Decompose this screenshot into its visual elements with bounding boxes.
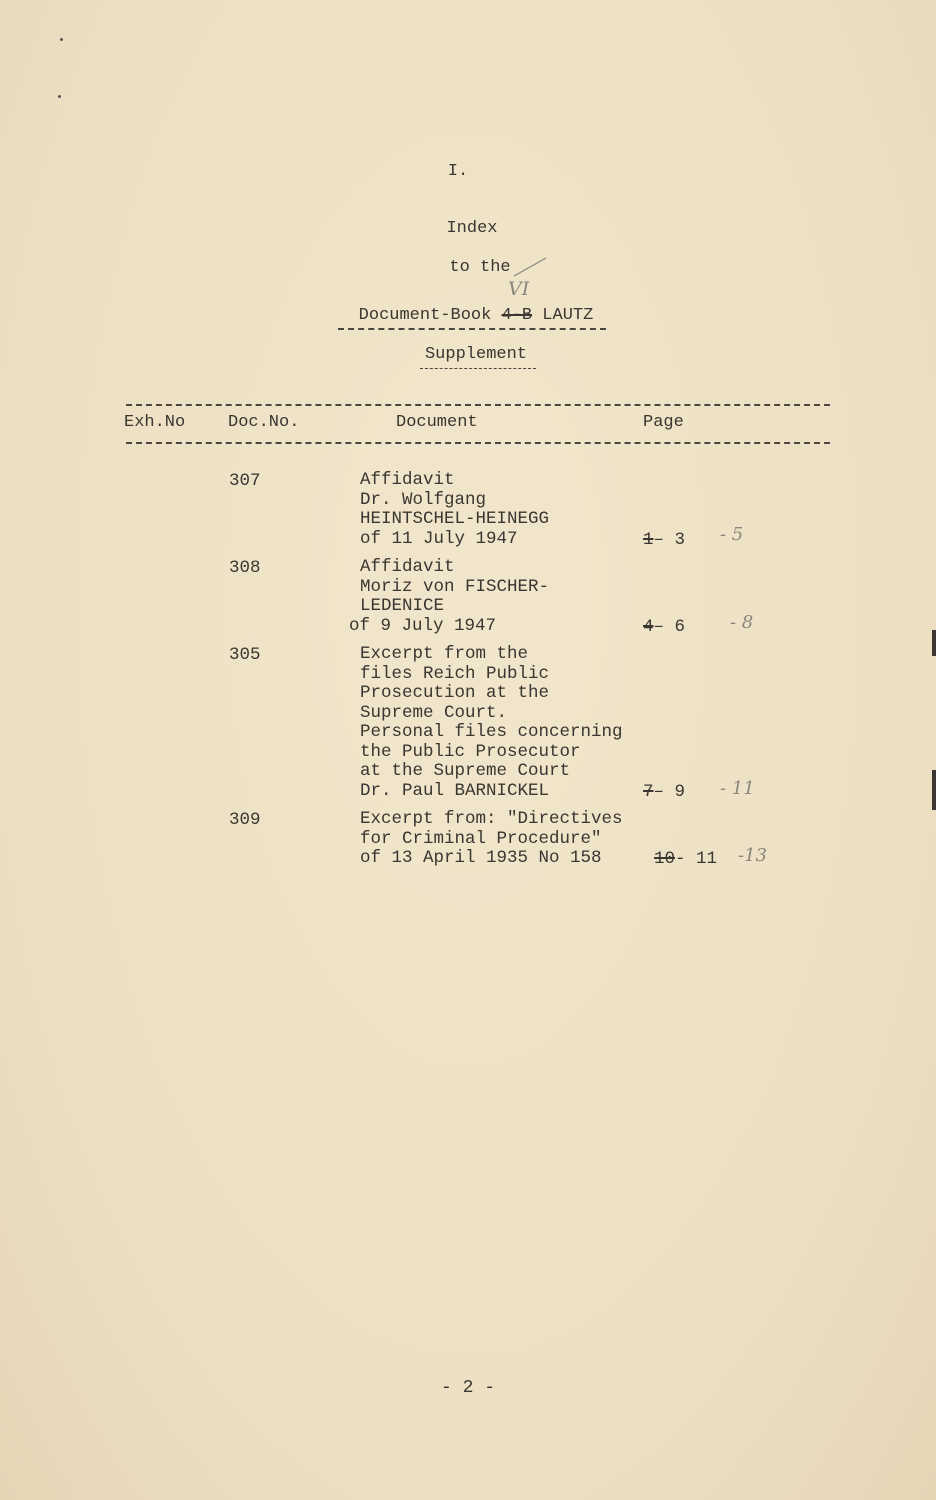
header-rule-bottom — [126, 442, 830, 444]
supplement-title: Supplement — [424, 345, 528, 364]
book-name: LAUTZ — [532, 306, 594, 325]
column-document: Document — [396, 413, 478, 432]
description-line: of 13 April 1935 No 158 — [360, 848, 602, 868]
description-line: Affidavit — [360, 470, 455, 490]
description-line: of 11 July 1947 — [360, 528, 518, 549]
document-description — [360, 471, 549, 549]
to-the-line: to the — [449, 258, 511, 277]
page-range — [654, 849, 717, 869]
page-number: - 2 - — [440, 1378, 495, 1398]
description-line: Dr. Wolfgang — [360, 489, 487, 510]
book-prefix: Document-Book — [358, 306, 502, 325]
description-line: at the Supreme Court — [360, 761, 571, 781]
page-range — [643, 530, 685, 550]
title-underline — [338, 328, 606, 330]
description-line: Prosecution at the — [360, 683, 550, 703]
doc-number: 308 — [229, 558, 261, 578]
doc-number: 309 — [229, 810, 261, 830]
handwritten-page: - 8 — [730, 612, 754, 633]
description-line: the Public Prosecutor — [360, 741, 581, 762]
struck-page: 4 — [643, 617, 654, 637]
document-description — [349, 557, 550, 636]
column-page: Page — [643, 413, 684, 432]
document-description — [360, 810, 623, 869]
struck-page: 7 — [643, 782, 654, 802]
handwritten-page: - 11 — [720, 778, 755, 799]
description-line: Supreme Court. — [360, 702, 508, 723]
document-description — [360, 645, 623, 801]
typed-page: – 9 — [653, 782, 686, 802]
handwritten-insert-mark — [512, 256, 548, 280]
page-range — [643, 782, 685, 802]
handwritten-volume: VI — [508, 278, 530, 300]
description-line: of 9 July 1947 — [349, 615, 497, 636]
handwritten-page: - 5 — [720, 524, 744, 545]
column-exh-no: Exh.No — [124, 413, 186, 432]
book-struck-number: 4-B — [501, 306, 533, 325]
typed-page: – 6 — [653, 617, 686, 637]
page-edge-mark — [932, 630, 936, 656]
description-line: Excerpt from: "Directives — [360, 809, 623, 829]
roman-numeral: I. — [447, 162, 469, 181]
typed-page: - 11 — [675, 849, 718, 869]
supplement-underline — [420, 368, 536, 369]
struck-page: 1 — [643, 530, 654, 550]
index-title: Index — [446, 219, 498, 238]
document-book-line — [8, 306, 936, 325]
paper-speck — [58, 95, 61, 98]
description-line: Affidavit — [360, 557, 455, 577]
description-line: for Criminal Procedure" — [360, 828, 602, 849]
description-line: files Reich Public — [360, 663, 550, 684]
description-line: LEDENICE — [360, 596, 445, 616]
description-line: Dr. Paul BARNICKEL — [360, 780, 550, 801]
page-edge-mark — [932, 770, 936, 810]
description-line: Moriz von FISCHER- — [360, 576, 550, 597]
header-rule-top — [126, 404, 830, 406]
handwritten-page: -13 — [738, 845, 767, 866]
doc-number: 307 — [229, 471, 261, 491]
typed-page: – 3 — [653, 530, 686, 550]
description-line: Excerpt from the — [360, 644, 529, 664]
paper-speck — [60, 38, 63, 41]
description-line: Personal files concerning — [360, 722, 623, 742]
doc-number: 305 — [229, 645, 261, 665]
page-range — [643, 617, 685, 637]
description-line: HEINTSCHEL-HEINEGG — [360, 509, 550, 529]
column-doc-no: Doc.No. — [228, 413, 300, 432]
struck-page: 10 — [654, 849, 676, 869]
